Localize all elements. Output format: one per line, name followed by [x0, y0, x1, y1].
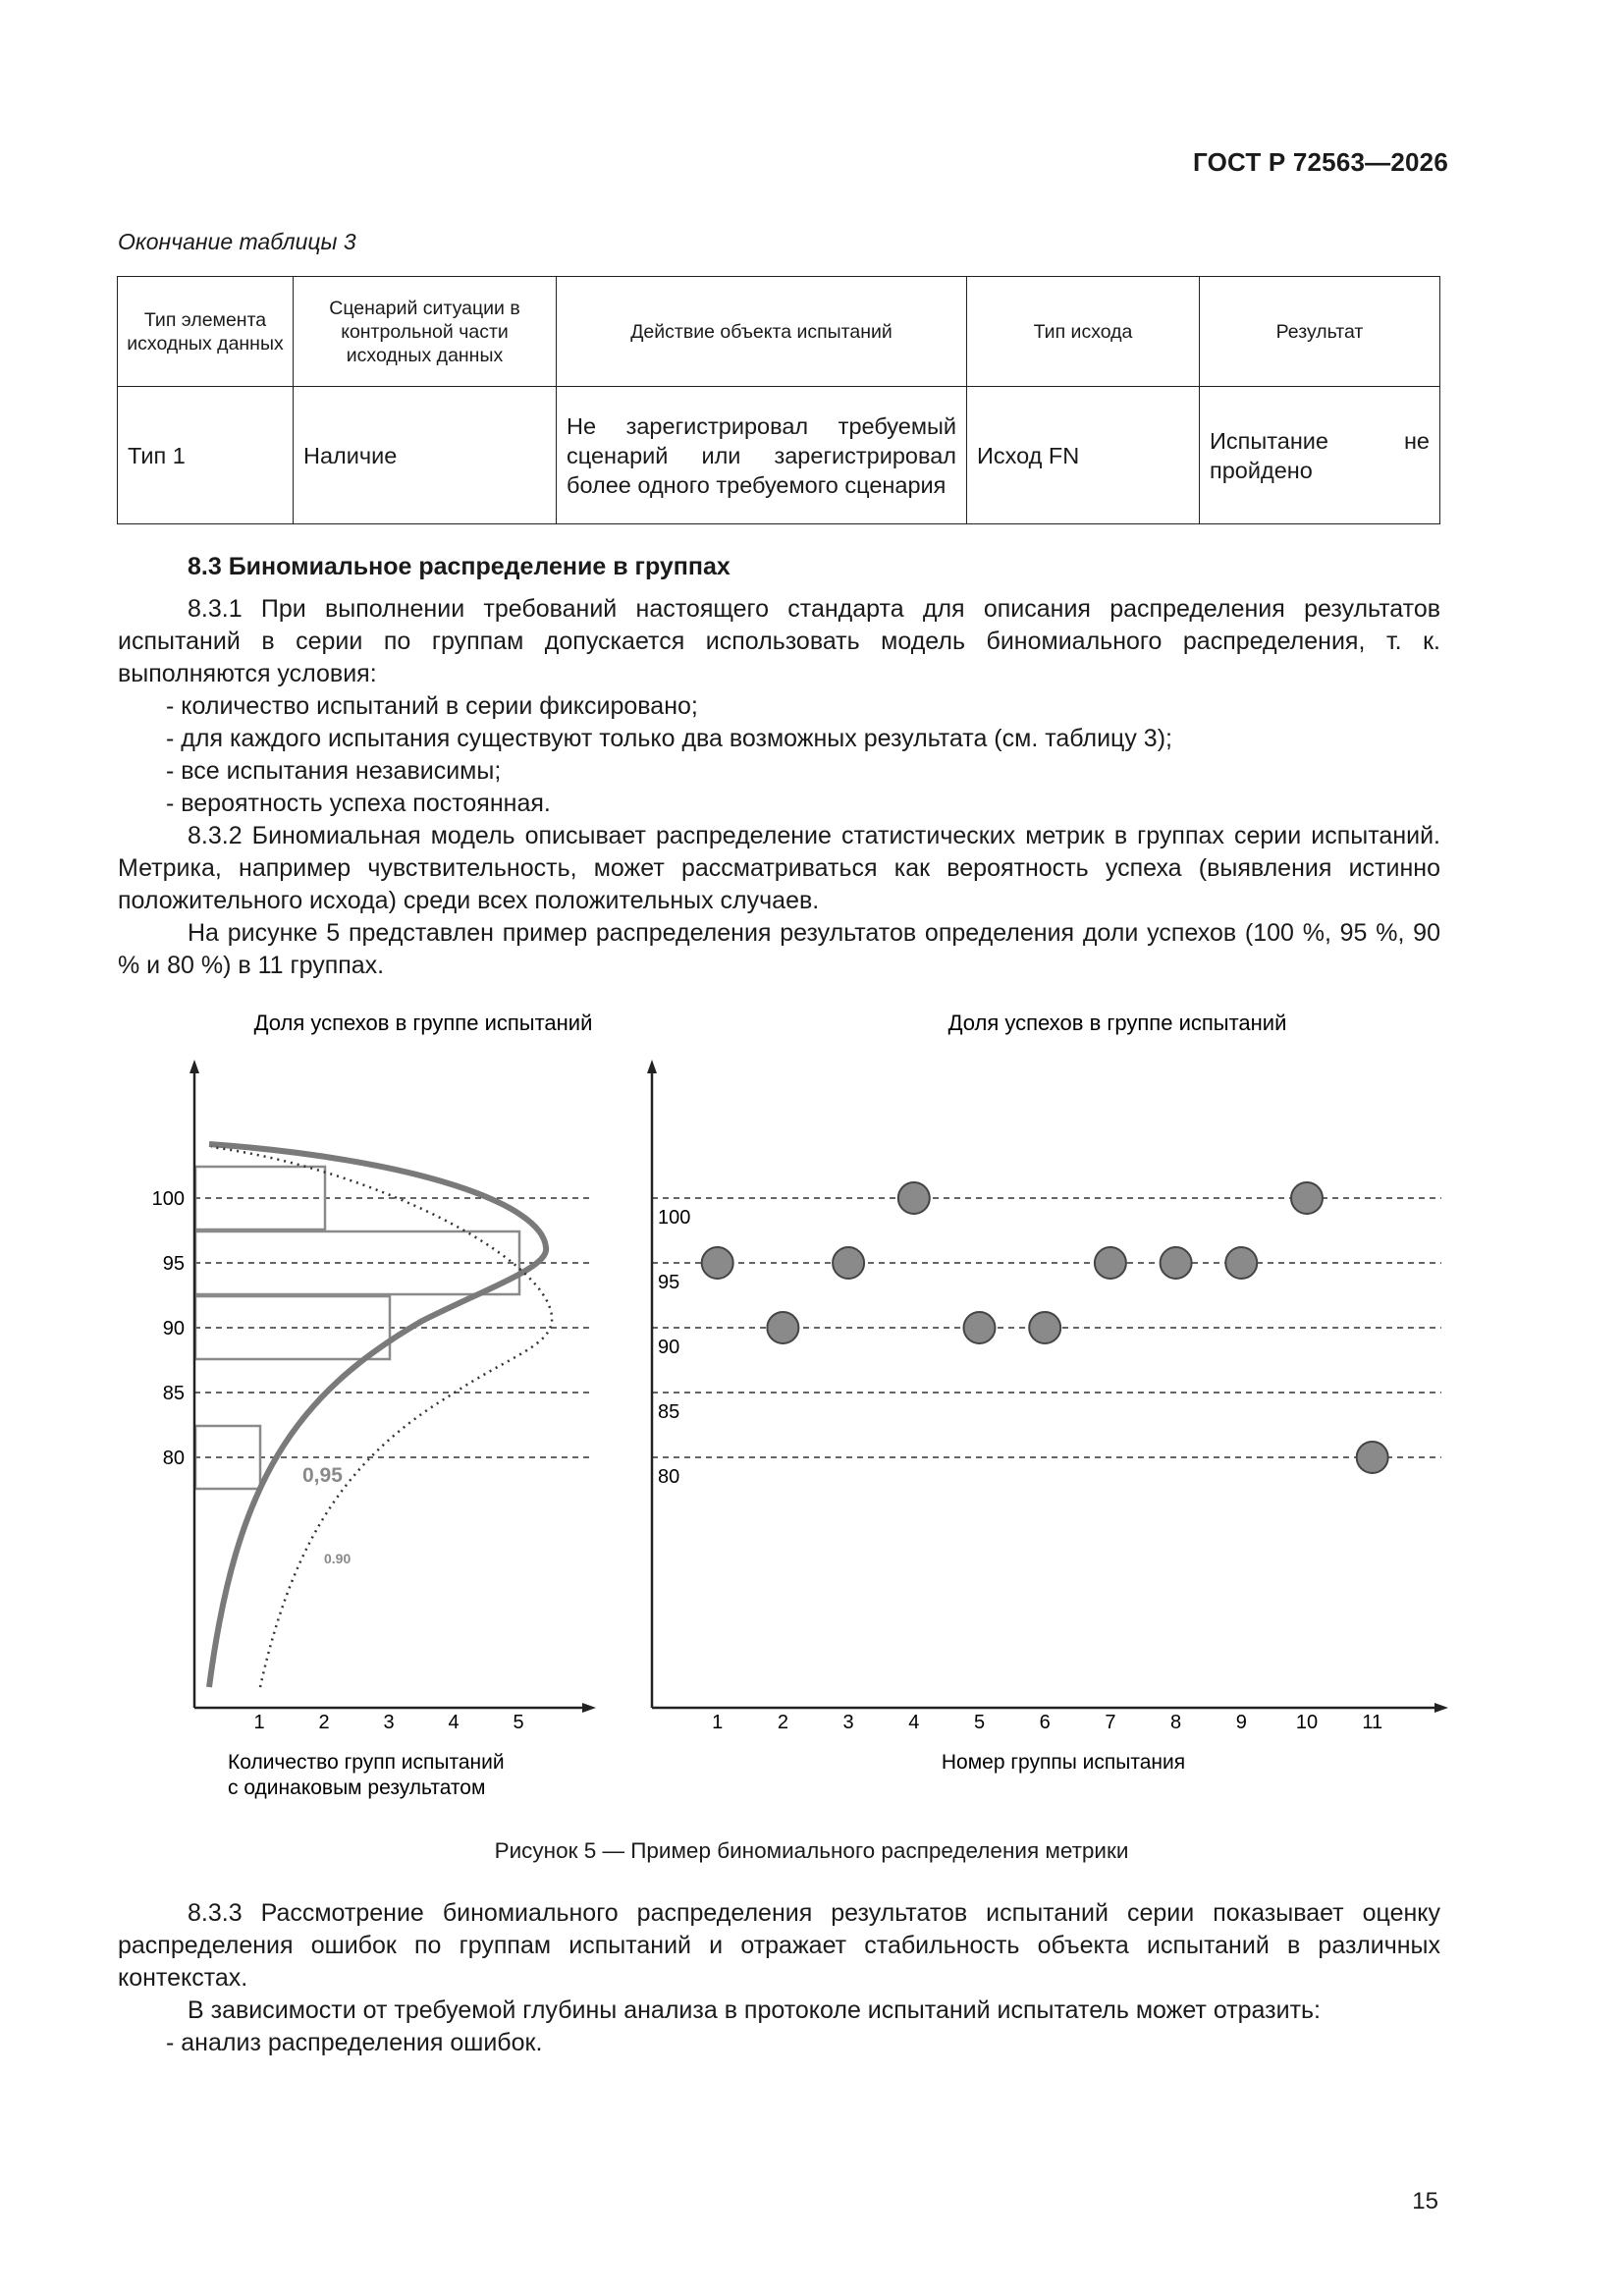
- list-item-text: все испытания независимы;: [181, 757, 502, 785]
- left-y-ticks: [152, 1188, 185, 1469]
- left-x-tick-label: 4: [448, 1712, 460, 1733]
- figure-5: [0, 997, 1623, 1831]
- list-bullet: -: [166, 2029, 175, 2056]
- right-x-tick-label: 9: [1235, 1712, 1247, 1733]
- column-header: Результат: [1200, 277, 1440, 387]
- right-x-tick-label: 6: [1039, 1712, 1051, 1733]
- standard-number: ГОСТ Р 72563—2026: [1193, 147, 1448, 177]
- table-cell: Наличие: [294, 387, 557, 524]
- list-item: [118, 2027, 1440, 2059]
- right-y-tick-label: 95: [658, 1272, 680, 1293]
- table-cell: Исход FN: [967, 387, 1200, 524]
- paragraph-8-3-1: 8.3.1 При выполнении требований настоящего стандарта для описания распределения результатов испытаний в серии по группам допускается использовать модель биномиального распределения, т. к. выполняются условия:: [118, 595, 1440, 687]
- right-x-tick-label: 2: [777, 1712, 788, 1733]
- list-item-text: вероятность успеха постоянная.: [181, 790, 551, 817]
- data-point: [1357, 1442, 1388, 1473]
- data-point: [1029, 1312, 1060, 1343]
- left-grid: [194, 1198, 589, 1457]
- right-x-tick-label: 11: [1362, 1712, 1383, 1733]
- section-heading: 8.3 Биномиальное распределение в группах: [188, 553, 730, 580]
- data-point: [833, 1247, 864, 1279]
- list-item: [118, 788, 1440, 820]
- right-x-axis-label: Номер группы испытания: [941, 1751, 1186, 1774]
- left-y-tick-label: 85: [162, 1383, 185, 1404]
- paragraph-8-3-2: 8.3.2 Биномиальная модель описывает распределение статистических метрик в группах серии испытаний. Метрика, например чувствительность, может рассматриваться как вероятность успеха (выявления истинно положительного исхода) среди всех положительных случаев.: [118, 822, 1440, 914]
- list-bullet: -: [166, 725, 175, 752]
- table-cell: Тип 1: [118, 387, 294, 524]
- data-point: [1161, 1247, 1192, 1279]
- table-3: [117, 276, 1440, 524]
- column-header: Сценарий ситуации в контрольной части исходных данных: [294, 277, 557, 387]
- data-point: [767, 1312, 798, 1343]
- right-x-tick-label: 8: [1170, 1712, 1182, 1733]
- right-y-ticks: [658, 1207, 690, 1488]
- list-item-text: анализ распределения ошибок.: [181, 2029, 543, 2056]
- list-item: [118, 690, 1440, 723]
- left-x-tick-label: 2: [318, 1712, 330, 1733]
- paragraph-figure-intro: На рисунке 5 представлен пример распределения результатов определения доли успехов (100 %, 95 %, 90 % и 80 %) в 11 группах.: [118, 919, 1440, 979]
- binomial-curve-090: [211, 1147, 552, 1687]
- right-x-tick-label: 5: [973, 1712, 986, 1733]
- right-chart: [652, 1011, 1441, 1774]
- right-x-tick-label: 3: [842, 1712, 854, 1733]
- column-header: Тип элемента исходных данных: [118, 277, 294, 387]
- left-chart: [152, 1011, 593, 1799]
- list-bullet: -: [166, 757, 175, 785]
- right-x-tick-label: 4: [908, 1712, 920, 1733]
- left-x-axis-label: Количество групп испытаний с одинаковым результатом: [228, 1751, 505, 1799]
- list-item-text: для каждого испытания существуют только два возможных результата (см. таблицу 3);: [181, 725, 1172, 752]
- right-y-tick-label: 85: [658, 1401, 680, 1423]
- right-x-tick-label: 7: [1105, 1712, 1116, 1733]
- left-chart-title: Доля успехов в группе испытаний: [253, 1011, 593, 1035]
- right-y-tick-label: 80: [658, 1466, 680, 1488]
- data-point: [1225, 1247, 1257, 1279]
- list-item-text: количество испытаний в серии фиксировано;: [181, 692, 698, 720]
- left-y-tick-label: 95: [162, 1253, 185, 1275]
- table-continuation-label: Окончание таблицы 3: [118, 229, 356, 254]
- left-y-tick-label: 100: [151, 1188, 185, 1210]
- right-x-ticks: [712, 1712, 1382, 1733]
- right-y-tick-label: 90: [658, 1337, 680, 1358]
- table-row: [118, 387, 1440, 524]
- left-x-tick-label: 1: [253, 1712, 265, 1733]
- data-point: [702, 1247, 733, 1279]
- column-header: Действие объекта испытаний: [557, 277, 967, 387]
- paragraph-analysis-intro: В зависимости от требуемой глубины анализа в протоколе испытаний испытатель может отразить:: [188, 1996, 1322, 2024]
- right-x-tick-label: 10: [1295, 1712, 1319, 1733]
- data-point: [1291, 1182, 1323, 1214]
- table-cell: Испытание не пройдено: [1200, 387, 1440, 524]
- right-y-tick-label: 100: [658, 1207, 691, 1229]
- column-header: Тип исхода: [967, 277, 1200, 387]
- binomial-curve-095: [209, 1144, 546, 1687]
- list-bullet: -: [166, 692, 175, 720]
- section-8-3-text: [118, 551, 1440, 982]
- curve-label-090: 0.90: [324, 1551, 352, 1566]
- data-point: [964, 1312, 996, 1343]
- section-8-3-3-text: [118, 1897, 1440, 2059]
- table-cell: Не зарегистрировал требуемый сценарий или зарегистрировал более одного требуемого сценария: [557, 387, 967, 524]
- left-y-tick-label: 90: [162, 1318, 185, 1339]
- figure-caption: Рисунок 5 — Пример биномиального распределения метрики: [494, 1838, 1129, 1863]
- list-bullet: -: [166, 790, 175, 817]
- list-item: [118, 755, 1440, 788]
- list-item: [118, 723, 1440, 755]
- table-header-row: [118, 277, 1440, 387]
- page-number: 15: [1412, 2188, 1438, 2214]
- data-point: [1095, 1247, 1126, 1279]
- data-point: [898, 1182, 930, 1214]
- left-x-ticks: [253, 1712, 523, 1733]
- right-x-tick-label: 1: [712, 1712, 724, 1733]
- paragraph-8-3-3: 8.3.3 Рассмотрение биномиального распределения результатов испытаний серии показывает оценку распределения ошибок по группам испытаний и отражает стабильность объекта испытаний в различных контекстах.: [118, 1899, 1440, 1992]
- right-chart-title: Доля успехов в группе испытаний: [947, 1011, 1287, 1035]
- curve-label-095: 0,95: [302, 1464, 343, 1487]
- left-y-tick-label: 80: [162, 1448, 185, 1469]
- left-x-tick-label: 5: [513, 1712, 524, 1733]
- left-x-tick-label: 3: [383, 1712, 395, 1733]
